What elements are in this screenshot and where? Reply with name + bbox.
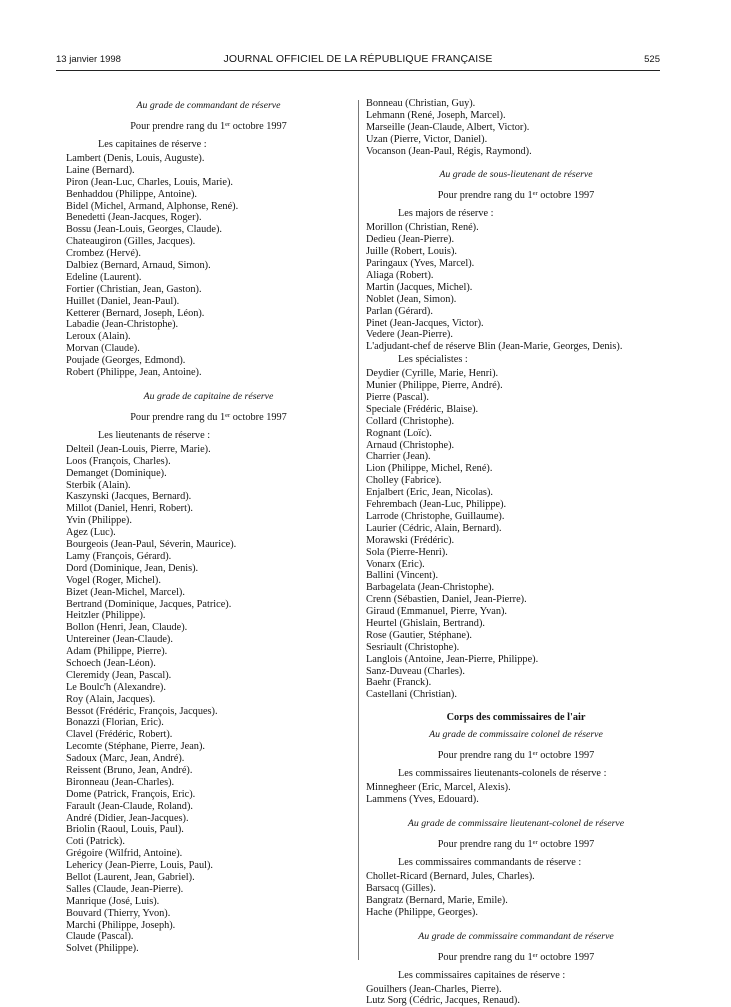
list-item: Bourgeois (Jean-Paul, Séverin, Maurice). <box>66 539 237 551</box>
list-item: Juille (Robert, Louis). <box>366 246 457 258</box>
list-item: Lion (Philippe, Michel, René). <box>366 463 493 475</box>
rank-date-line: Pour prendre rang du 1er octobre 1997 <box>437 750 595 762</box>
list-item: Morawski (Frédéric). <box>366 534 455 546</box>
list-item: Barsacq (Gilles). <box>366 882 436 894</box>
list-item: Minnegheer (Eric, Marcel, Alexis). <box>366 782 511 794</box>
list-item: Marseille (Jean-Claude, Albert, Victor). <box>366 121 530 133</box>
journal-title: JOURNAL OFFICIEL DE LA RÉPUBLIQUE FRANÇAISE <box>223 53 493 65</box>
list-item: Noblet (Jean, Simon). <box>366 293 457 305</box>
list-item: Piron (Jean-Luc, Charles, Louis, Marie). <box>66 176 233 188</box>
list-item: Salles (Claude, Jean-Pierre). <box>66 883 184 895</box>
list-item: Heurtel (Ghislain, Bertrand). <box>366 617 485 629</box>
list-item: Fortier (Christian, Jean, Gaston). <box>66 283 202 295</box>
list-item: Gouilhers (Jean-Charles, Pierre). <box>366 983 502 995</box>
list-item: Chateaugiron (Gilles, Jacques). <box>66 236 196 248</box>
list-item: Kaszynski (Jacques, Bernard). <box>66 491 192 503</box>
list-subheading: Les spécialistes : <box>398 354 468 366</box>
list-item: Delteil (Jean-Louis, Pierre, Marie). <box>66 443 211 455</box>
list-item: Castellani (Christian). <box>366 689 457 701</box>
list-item: Crenn (Sébastien, Daniel, Jean-Pierre). <box>366 594 527 606</box>
list-item: Poujade (Georges, Edmond). <box>66 355 186 367</box>
list-item: Le Boulc'h (Alexandre). <box>66 681 166 693</box>
list-item: Coti (Patrick). <box>66 836 125 848</box>
header-date: 13 janvier 1998 <box>56 54 121 65</box>
rank-date-line: Pour prendre rang du 1er octobre 1997 <box>130 121 287 132</box>
list-item: Roy (Alain, Jacques). <box>66 693 156 705</box>
list-item: Solvet (Philippe). <box>66 943 139 955</box>
list-item: Pierre (Pascal). <box>366 392 429 404</box>
list-item: Labadie (Jean-Christophe). <box>66 319 179 331</box>
list-item: Baehr (Franck). <box>366 677 432 689</box>
list-item: Fehrembach (Jean-Luc, Philippe). <box>366 499 507 511</box>
list-item: Lamy (François, Gérard). <box>66 550 172 562</box>
list-item: Manrique (José, Luis). <box>66 895 160 907</box>
list-item: Morillon (Christian, René). <box>366 222 479 234</box>
list-item: Giraud (Emmanuel, Pierre, Yvan). <box>366 606 507 618</box>
grade-heading: Au grade de capitaine de réserve <box>143 390 274 402</box>
list-item: Benedetti (Jean-Jacques, Roger). <box>66 212 202 224</box>
list-item: Schoech (Jean-Léon). <box>66 657 156 669</box>
rank-date-line: Pour prendre rang du 1er octobre 1997 <box>437 951 595 963</box>
list-item: Heitzler (Philippe). <box>66 610 146 622</box>
list-item: Robert (Philippe, Jean, Antoine). <box>66 367 202 379</box>
list-item: Bellot (Laurent, Jean, Gabriel). <box>66 871 195 883</box>
list-item: Bertrand (Dominique, Jacques, Patrice). <box>66 598 232 610</box>
list-item: Bonneau (Christian, Guy). <box>366 98 476 109</box>
list-item: Sola (Pierre-Henri). <box>366 546 448 558</box>
list-subheading: Les lieutenants de réserve : <box>98 429 211 441</box>
list-item: Bonazzi (Florian, Eric). <box>66 717 164 729</box>
rank-date-line: Pour prendre rang du 1er octobre 1997 <box>437 190 595 202</box>
list-item: Bizet (Jean-Michel, Marcel). <box>66 586 185 598</box>
list-item: Enjalbert (Eric, Jean, Nicolas). <box>366 487 493 499</box>
list-item: Demanget (Dominique). <box>66 467 167 479</box>
list-item: Bangratz (Bernard, Marie, Emile). <box>366 894 508 906</box>
list-item: Grégoire (Wilfrid, Antoine). <box>66 848 183 860</box>
list-item: Uzan (Pierre, Victor, Daniel). <box>366 133 488 145</box>
list-item: Vedere (Jean-Pierre). <box>366 329 453 341</box>
list-item: Speciale (Frédéric, Blaise). <box>366 403 479 415</box>
list-item: Agez (Luc). <box>66 527 116 539</box>
list-item: Charrier (Jean). <box>366 451 431 463</box>
list-item: Ballini (Vincent). <box>366 570 439 582</box>
list-item: Untereiner (Jean-Claude). <box>66 634 173 646</box>
list-subheading: Les commissaires commandants de réserve : <box>398 856 582 868</box>
section-title: Corps des commissaires de l'air <box>446 712 586 724</box>
left-column <box>66 98 351 955</box>
list-item: Laine (Bernard). <box>66 164 135 176</box>
list-item: Millot (Daniel, Henri, Robert). <box>66 503 193 515</box>
list-item: Lambert (Denis, Louis, Auguste). <box>66 153 205 164</box>
list-item: Cleremidy (Jean, Pascal). <box>66 669 172 681</box>
list-item: Edeline (Laurent). <box>66 271 142 283</box>
list-item: Morvan (Claude). <box>66 343 140 355</box>
list-item: André (Didier, Jean-Jacques). <box>66 812 189 824</box>
list-item: Paringaux (Yves, Marcel). <box>366 258 475 270</box>
list-item: Dord (Dominique, Jean, Denis). <box>66 562 199 574</box>
list-item: Sesriault (Christophe). <box>366 641 460 653</box>
grade-heading: Au grade de commissaire lieutenant-colonel de réserve <box>407 817 625 829</box>
header-rule <box>56 70 660 71</box>
list-item: Vogel (Roger, Michel). <box>66 574 161 586</box>
grade-heading: Au grade de commissaire colonel de réserve <box>429 729 603 741</box>
list-item: Dalbiez (Bernard, Arnaud, Simon). <box>66 260 211 272</box>
list-subheading: Les majors de réserve : <box>398 208 494 220</box>
list-item: Bessot (Frédéric, François, Jacques). <box>66 705 218 717</box>
list-item: Benhaddou (Philippe, Antoine). <box>66 188 197 200</box>
list-item: Vocanson (Jean-Paul, Régis, Raymond). <box>366 145 532 157</box>
list-item: Lehericy (Jean-Pierre, Louis, Paul). <box>66 860 213 872</box>
list-item: Loos (François, Charles). <box>66 455 171 467</box>
list-item: Barbagelata (Jean-Christophe). <box>366 582 495 594</box>
list-item: Lecomte (Stéphane, Pierre, Jean). <box>66 741 205 753</box>
list-item: Hache (Philippe, Georges). <box>366 906 478 918</box>
rank-date-line: Pour prendre rang du 1er octobre 1997 <box>130 411 287 423</box>
list-item: Clavel (Frédéric, Robert). <box>66 729 173 741</box>
list-item: Chollet-Ricard (Bernard, Jules, Charles). <box>366 870 535 882</box>
grade-heading: Au grade de sous-lieutenant de réserve <box>439 169 593 181</box>
list-item: Laurier (Cédric, Alain, Bernard). <box>366 522 502 534</box>
list-item: Marchi (Philippe, Joseph). <box>66 919 176 931</box>
list-item: Leroux (Alain). <box>66 331 131 343</box>
section-gap <box>66 379 351 389</box>
page-header <box>56 50 660 70</box>
list-item: Lammens (Yves, Edouard). <box>366 794 479 806</box>
list-item: Collard (Christophe). <box>366 415 455 427</box>
list-item: Bollon (Henri, Jean, Claude). <box>66 622 188 634</box>
list-item: Dedieu (Jean-Pierre). <box>366 234 455 246</box>
list-subheading: Les commissaires lieutenants-colonels de réserve : <box>398 768 607 780</box>
list-item: Aliaga (Robert). <box>366 270 434 282</box>
column-divider <box>358 100 359 960</box>
list-item: Bouvard (Thierry, Yvon). <box>66 907 171 919</box>
list-item: Sanz-Duveau (Charles). <box>366 665 465 677</box>
section-gap <box>366 919 666 929</box>
list-item: Farault (Jean-Claude, Roland). <box>66 800 193 812</box>
list-item: Rognant (Loïc). <box>366 427 432 439</box>
list-item: Langlois (Antoine, Jean-Pierre, Philippe). <box>366 653 539 665</box>
section-gap <box>366 806 666 816</box>
list-item: Arnaud (Christophe). <box>366 439 455 451</box>
list-subheading: Les capitaines de réserve : <box>98 139 207 150</box>
right-column <box>366 98 666 1007</box>
page-number: 525 <box>644 54 660 65</box>
list-item: Briolin (Raoul, Louis, Paul). <box>66 824 184 836</box>
list-item: Bironneau (Jean-Charles). <box>66 776 175 788</box>
list-item: Crombez (Hervé). <box>66 248 141 260</box>
list-item: Rose (Gautier, Stéphane). <box>366 629 472 641</box>
list-item: Martin (Jacques, Michel). <box>366 281 473 293</box>
list-item: Lehmann (René, Joseph, Marcel). <box>366 109 506 121</box>
list-item: Deydier (Cyrille, Marie, Henri). <box>366 368 499 380</box>
list-item: Sterbik (Alain). <box>66 479 131 491</box>
rank-date-line: Pour prendre rang du 1er octobre 1997 <box>437 838 595 850</box>
list-item: Lutz Sorg (Cédric, Jacques, Renaud). <box>366 995 520 1007</box>
list-item: Pinet (Jean-Jacques, Victor). <box>366 317 484 329</box>
list-item: Sadoux (Marc, Jean, André). <box>66 753 185 765</box>
list-item: Vonarx (Eric). <box>366 558 425 570</box>
list-item: Ketterer (Bernard, Joseph, Léon). <box>66 307 205 319</box>
list-item: Larrode (Christophe, Guillaume). <box>366 510 505 522</box>
list-item: Reissent (Bruno, Jean, André). <box>66 764 193 776</box>
grade-heading: Au grade de commandant de réserve <box>136 100 281 111</box>
list-item: L'adjudant-chef de réserve Blin (Jean-Marie, Georges, Denis). <box>366 341 623 353</box>
list-item: Dome (Patrick, François, Eric). <box>66 788 196 800</box>
list-item: Cholley (Fabrice). <box>366 475 442 487</box>
list-subheading: Les commissaires capitaines de réserve : <box>398 969 566 981</box>
list-item: Adam (Philippe, Pierre). <box>66 646 168 658</box>
list-item: Bossu (Jean-Louis, Georges, Claude). <box>66 224 222 236</box>
list-item: Yvin (Philippe). <box>66 515 132 527</box>
section-gap <box>366 157 666 167</box>
list-item: Claude (Pascal). <box>66 931 134 943</box>
list-item: Parlan (Gérard). <box>366 305 433 317</box>
list-item: Huillet (Daniel, Jean-Paul). <box>66 295 180 307</box>
list-item: Bidel (Michel, Armand, Alphonse, René). <box>66 200 239 212</box>
grade-heading: Au grade de commissaire commandant de réserve <box>418 930 614 942</box>
list-item: Munier (Philippe, Pierre, André). <box>366 380 503 392</box>
